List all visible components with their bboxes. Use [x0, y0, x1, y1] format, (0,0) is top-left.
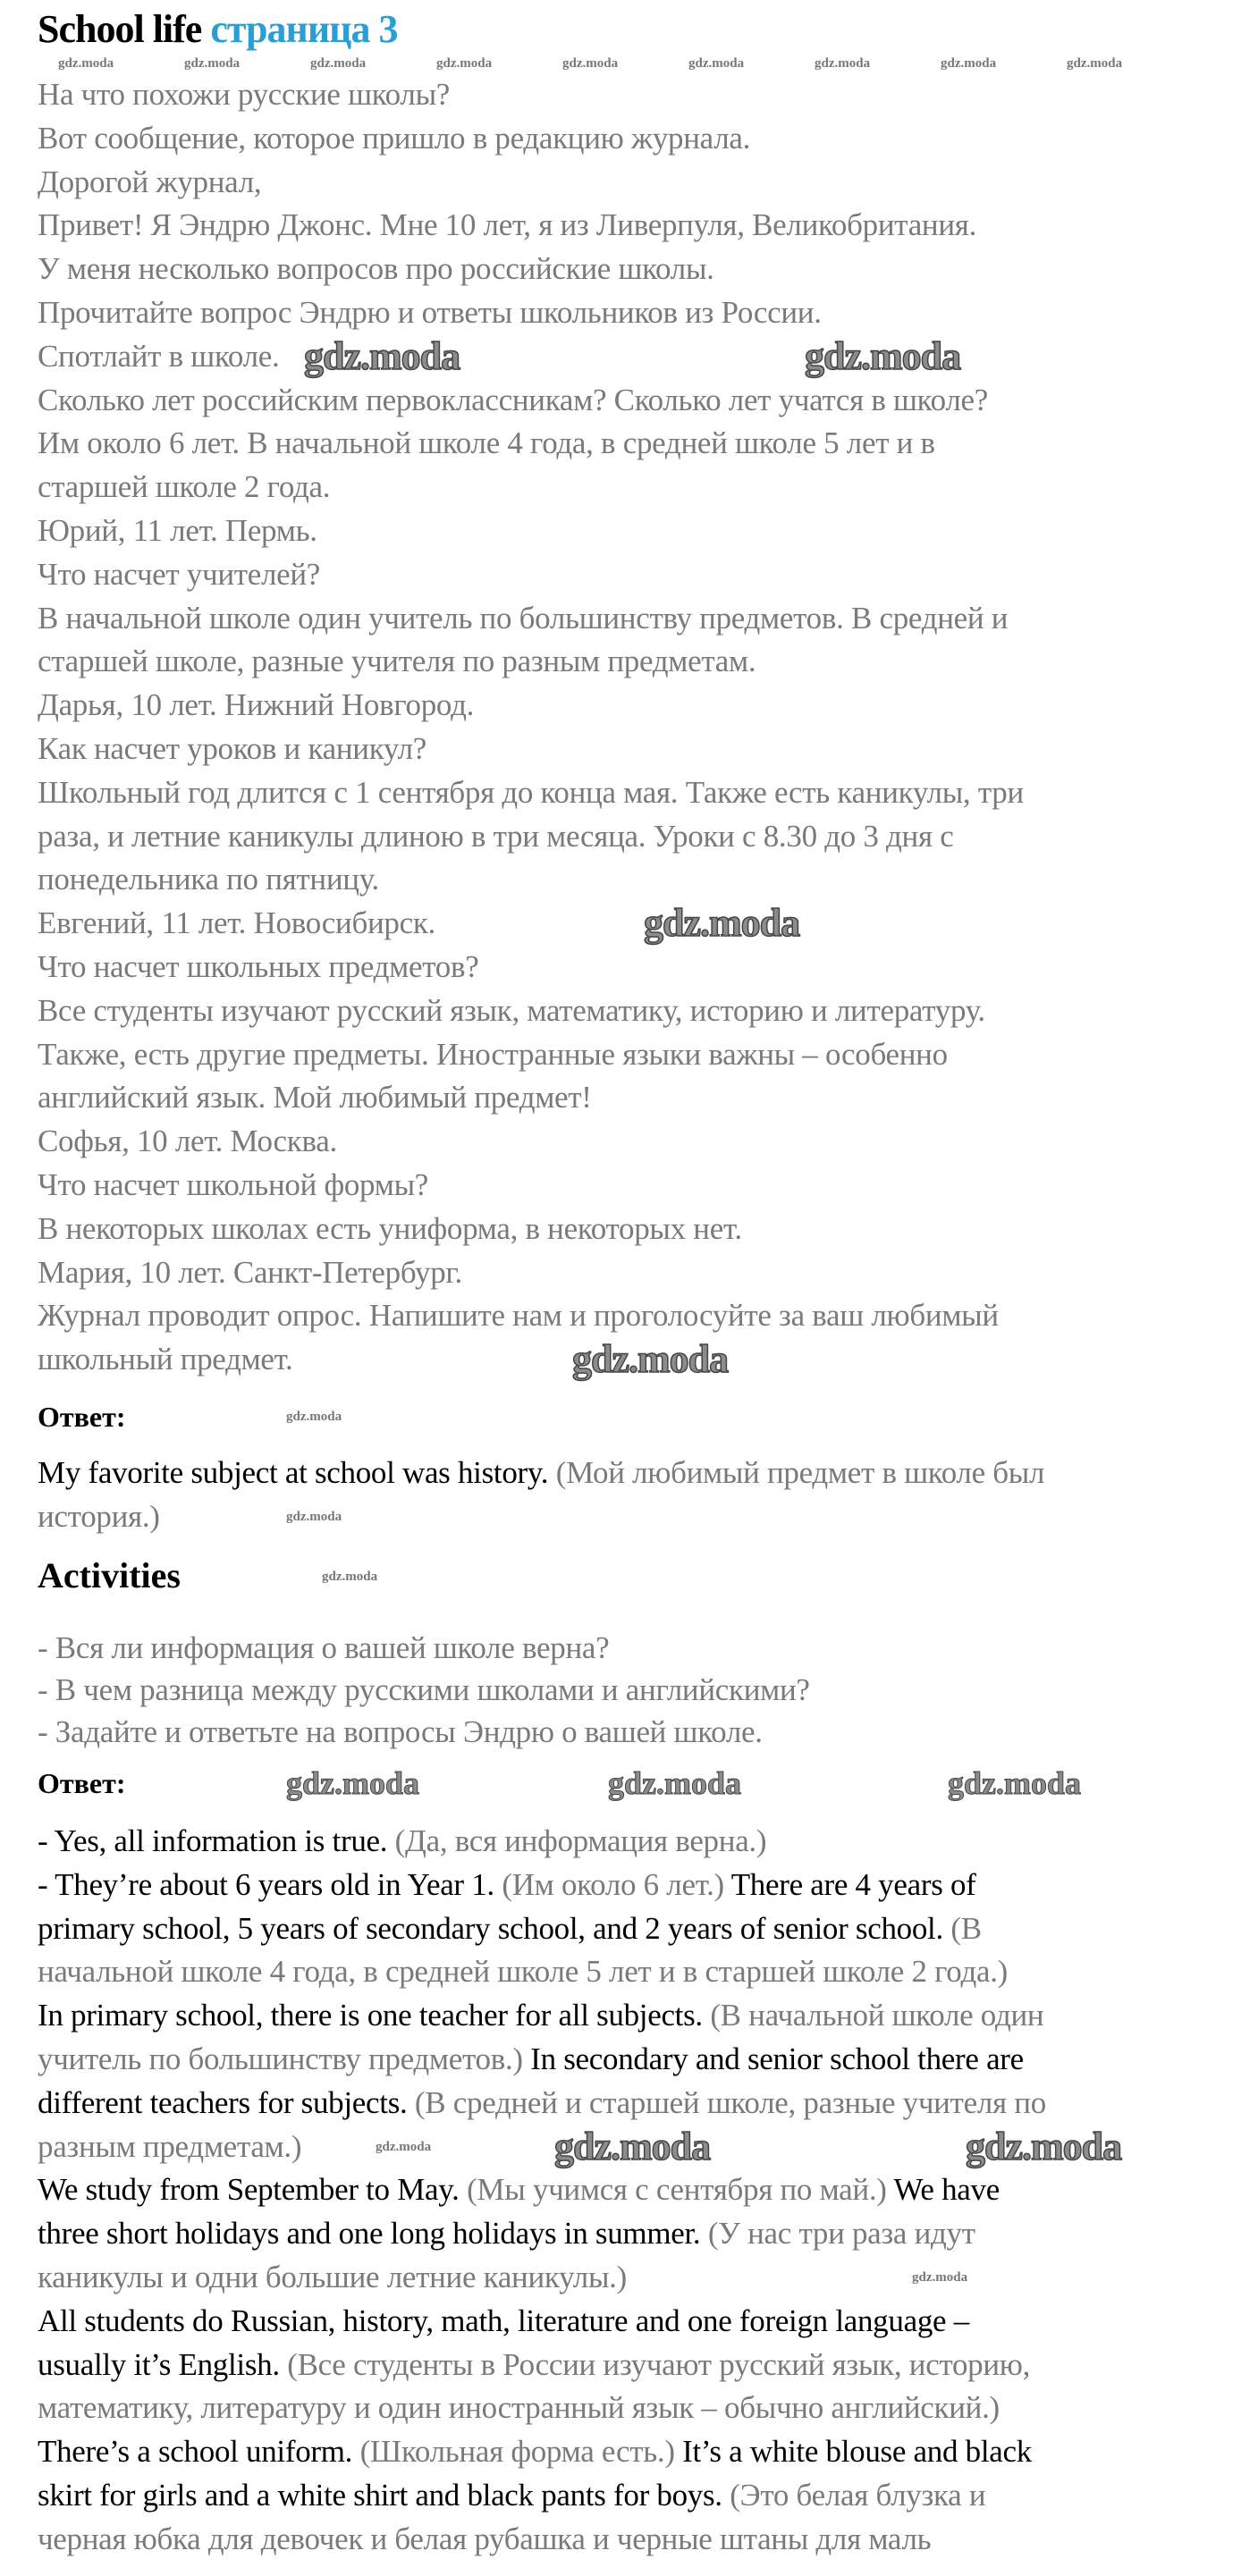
answer-line	[38, 1950, 1008, 1993]
text-line: раза, и летние каникулы длиною в три месяца. Уроки с 8.30 до 3 дня с	[38, 818, 954, 854]
text-line: Прочитайте вопрос Эндрю и ответы школьников из России.	[38, 295, 822, 330]
answer-english: - Yes, all information is true.	[38, 1823, 395, 1858]
text-line: На что похожи русские школы?	[38, 77, 451, 112]
watermark: gdz.moda	[184, 56, 241, 71]
text-line: Все студенты изучают русский язык, математику, историю и литературу.	[38, 992, 985, 1028]
text-line: старшей школе 2 года.	[38, 469, 331, 505]
text-line: школьный предмет.	[38, 1342, 293, 1377]
answer-english: - They’re about 6 years old in Year 1.	[38, 1866, 502, 1902]
answer-translation: (Мой любимый предмет в школе был	[555, 1455, 1045, 1490]
text-line: Также, есть другие предметы. Иностранные языки важны – особенно	[38, 1036, 948, 1072]
answer-line	[38, 2300, 969, 2343]
answer-english: All students do Russian, history, math, literature and one foreign language –	[38, 2302, 969, 2338]
answer-translation: (Да, вся информация верна.)	[394, 1823, 767, 1858]
answer-label: Ответ:	[38, 1767, 126, 1799]
answer-translation: каникулы и одни большие летние каникулы.)	[38, 2260, 627, 2294]
answer-english: We study from September to May.	[38, 2172, 468, 2208]
title-text: School life	[38, 7, 202, 51]
answer-english: It’s a white blouse and black	[682, 2434, 1032, 2470]
watermark: gdz.moda	[966, 2125, 1122, 2168]
text-line: В некоторых школах есть униформа, в некоторых нет.	[38, 1210, 742, 1246]
answer-line	[38, 2126, 301, 2168]
answer-translation: начальной школе 4 года, в средней школе 5 лет и в старшей школе 2 года.)	[38, 1954, 1009, 1990]
answer-line	[38, 2256, 627, 2299]
answer-english: In secondary and senior school there are	[530, 2041, 1024, 2076]
answer-translation: (Все студенты в России изучают русский язык, историю,	[287, 2346, 1031, 2382]
watermark: gdz.moda	[376, 2140, 432, 2154]
watermark: gdz.moda	[815, 56, 871, 71]
answer-translation: (В средней и старшей школе, разные учителя по	[414, 2084, 1046, 2120]
text-line: Юрий, 11 лет. Пермь.	[38, 513, 317, 548]
answer-english: My favorite subject at school was history.	[38, 1455, 556, 1490]
answer-translation: (Мы учимся с сентября по май.)	[467, 2172, 894, 2208]
watermark: gdz.moda	[304, 334, 460, 378]
text-line: Дарья, 10 лет. Нижний Новгород.	[38, 687, 475, 723]
answer-translation: черная юбка для девочек и белая рубашка и черные штаны для маль	[38, 2521, 932, 2556]
answer-translation: (Это белая блузка и	[730, 2478, 986, 2513]
answer-line	[38, 2518, 931, 2561]
watermark: gdz.moda	[572, 1337, 729, 1381]
answer-translation: (В	[950, 1910, 982, 1946]
text-line: Софья, 10 лет. Москва.	[38, 1124, 337, 1159]
answer-line	[38, 1495, 160, 1538]
answer-translation: учитель по большинству предметов.)	[38, 2041, 531, 2076]
answer-line	[38, 2212, 975, 2255]
answer-english: primary school, 5 years of secondary school, and 2 years of senior school.	[38, 1910, 951, 1946]
watermark: gdz.moda	[941, 56, 997, 71]
watermark: gdz.moda	[1067, 56, 1123, 71]
answer-translation: (Им около 6 лет.)	[502, 1866, 731, 1902]
watermark: gdz.moda	[644, 901, 800, 945]
text-line: Журнал проводит опрос. Напишите нам и проголосуйте за ваш любимый	[38, 1298, 999, 1334]
watermark: gdz.moda	[286, 1765, 420, 1801]
answer-line	[38, 1820, 766, 1863]
watermark: gdz.moda	[286, 1410, 342, 1424]
answer-english: In primary school, there is one teacher for all subjects.	[38, 1998, 711, 2033]
answer-line	[38, 1452, 1044, 1494]
answer-english: different teachers for subjects.	[38, 2084, 415, 2120]
answer-translation: история.)	[38, 1498, 160, 1534]
watermark: gdz.moda	[286, 1510, 342, 1524]
text-line: Сколько лет российским первоклассникам? Сколько лет учатся в школе?	[38, 382, 988, 417]
answer-english: usually it’s English.	[38, 2346, 288, 2382]
answer-translation: разным предметам.)	[38, 2128, 302, 2164]
text-line: Как насчет уроков и каникул?	[38, 731, 426, 766]
answer-line	[38, 2344, 1030, 2387]
answer-line	[38, 1907, 982, 1950]
answer-translation: (Школьная форма есть.)	[359, 2434, 683, 2470]
watermark: gdz.moda	[562, 56, 619, 71]
text-line: Евгений, 11 лет. Новосибирск.	[38, 905, 435, 941]
text-line: Мария, 10 лет. Санкт-Петербург.	[38, 1254, 462, 1290]
text-line: У меня несколько вопросов про российские школы.	[38, 251, 714, 287]
answer-line	[38, 2168, 1000, 2211]
text-line: Спотлайт в школе.	[38, 338, 280, 374]
answer-line	[38, 1994, 1043, 2037]
text-line: Школьный год длится с 1 сентября до конца мая. Также есть каникулы, три	[38, 774, 1024, 810]
answer-english: three short holidays and one long holidays in summer.	[38, 2216, 708, 2252]
answer-line	[38, 2430, 1032, 2473]
watermark: gdz.moda	[310, 56, 367, 71]
text-line: Что насчет учителей?	[38, 556, 321, 592]
answer-line	[38, 2082, 1046, 2125]
page-title	[38, 7, 398, 52]
activities-heading: Activities	[38, 1555, 181, 1595]
activity-item: - Вся ли информация о вашей школе верна?	[38, 1630, 610, 1665]
text-line: понедельника по пятницу.	[38, 862, 379, 897]
text-line: Привет! Я Эндрю Джонс. Мне 10 лет, я из Ливерпуля, Великобритания.	[38, 207, 977, 243]
answer-line	[38, 2387, 1000, 2429]
answer-english: skirt for girls and a white shirt and black pants for boys.	[38, 2478, 730, 2513]
watermark: gdz.moda	[554, 2125, 711, 2168]
text-line: Что насчет школьных предметов?	[38, 949, 479, 984]
answer-english: We have	[893, 2172, 1000, 2208]
watermark: gdz.moda	[58, 56, 114, 71]
watermark: gdz.moda	[688, 56, 745, 71]
answer-english: There’s a school uniform.	[38, 2434, 360, 2470]
answer-translation: (В начальной школе один	[710, 1998, 1044, 2033]
watermark: gdz.moda	[948, 1765, 1082, 1801]
answer-english: There are 4 years of	[730, 1866, 976, 1902]
answer-line	[38, 2474, 985, 2517]
activity-item: - Задайте и ответьте на вопросы Эндрю о вашей школе.	[38, 1714, 763, 1749]
answer-translation: (У нас три раза идут	[707, 2216, 975, 2252]
watermark: gdz.moda	[322, 1570, 378, 1584]
watermark: gdz.moda	[805, 334, 961, 378]
watermark: gdz.moda	[608, 1765, 742, 1801]
text-line: английский язык. Мой любимый предмет!	[38, 1080, 592, 1115]
text-line: старшей школе, разные учителя по разным предметам.	[38, 644, 756, 679]
text-line: Дорогой журнал,	[38, 164, 262, 199]
page-number: страница 3	[210, 7, 398, 51]
activity-item: - В чем разница между русскими школами и английскими?	[38, 1672, 810, 1707]
text-line: Им около 6 лет. В начальной школе 4 года, в средней школе 5 лет и в	[38, 425, 935, 461]
answer-line	[38, 2038, 1024, 2081]
watermark: gdz.moda	[436, 56, 493, 71]
text-line: Что насчет школьной формы?	[38, 1167, 429, 1202]
answer-translation: математику, литературу и один иностранный язык – обычно английский.)	[38, 2390, 1000, 2426]
text-line: В начальной школе один учитель по большинству предметов. В средней и	[38, 600, 1009, 636]
answer-label: Ответ:	[38, 1401, 126, 1433]
watermark: gdz.moda	[912, 2270, 968, 2285]
answer-line	[38, 1864, 976, 1907]
text-line: Вот сообщение, которое пришло в редакцию журнала.	[38, 120, 751, 156]
